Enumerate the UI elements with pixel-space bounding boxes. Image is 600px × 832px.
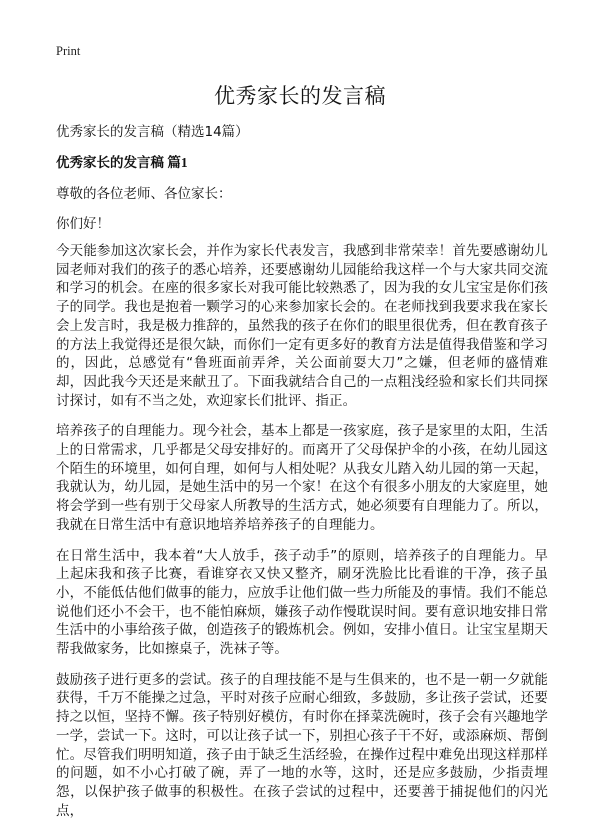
section-heading <box>56 151 188 171</box>
section-heading-text: 优秀家长的发言稿 <box>56 155 164 171</box>
paragraph-2: 培养孩子的自理能力。现今社会，基本上都是一孩家庭，孩子是家里的太阳，生活上的日常需求，几乎都是父母安排好的。而离开了父母保护伞的小孩，在幼儿园这个陌生的环境里，如何自理，如何与人相处呢？从我女儿踏入幼儿园的第一天起，我就认为，幼儿园，是她生活中的另一个家！在这个有很多小朋友的大家庭里，她将会学到一些有别于父母家人所教导的生活方式，她必须要有自理能力了。所以，我就在日常生活中有意识地培养培养孩子的自理能力。 <box>56 423 548 533</box>
greeting-line: 尊敬的各位老师、各位家长： <box>56 186 232 202</box>
page-title: 优秀家长的发言稿 <box>214 84 386 108</box>
paragraph-3: 在日常生活中，我本着“大人放手，孩子动手”的原则，培养孩子的自理能力。早上起床我和孩子比赛，看谁穿衣又快又整齐，刷牙洗脸比比看谁的干净，孩子虽小，不能低估他们做事的能力，应放手让他们做一些力所能及的事情。我们不能总说他们还小不会干，也不能怕麻烦，嫌孩子动作慢耽误时间。要有意识地安排日常生活中的小事给孩子做，创造孩子的锻炼机会。例如，安排小值日。让宝宝星期天帮我做家务，比如擦桌子，洗袜子等。 <box>56 547 548 658</box>
print-link[interactable]: Print <box>56 44 81 58</box>
section-heading-suffix: 篇1 <box>164 155 188 170</box>
hello-line: 你们好！ <box>56 216 110 232</box>
document-subtitle: 优秀家长的发言稿（精选14篇） <box>56 124 249 140</box>
paragraph-1: 今天能参加这次家长会，并作为家长代表发言，我感到非常荣幸！首先要感谢幼儿园老师对我们的孩子的悉心培养，还要感谢幼儿园能给我这样一个与大家共同交流和学习的机会。在座的很多家长对我可能比较熟悉了，因为我的女儿宝宝是你们孩子的同学。我也是抱着一颗学习的心来参加家长会的。在老师找到我要求我在家长会上发言时，我是极力推辞的，虽然我的孩子在你们的眼里很优秀，但在教育孩子的方法上我觉得还是很欠缺，而你们一定有更多好的教育方法是值得我借鉴和学习的，因此，总感觉有“鲁班面前弄斧，关公面前耍大刀”之嫌，但老师的盛情难却，因此我今天还是来献丑了。下面我就结合自己的一点粗浅经验和家长们共同探讨探讨，如有不当之处，欢迎家长们批评、指正。 <box>56 243 548 409</box>
article-body <box>56 242 548 832</box>
paragraph-4: 鼓励孩子进行更多的尝试。孩子的自理技能不是与生俱来的，也不是一朝一夕就能获得，千万不能操之过急，平时对孩子应耐心细致，多鼓励，多让孩子尝试，还要持之以恒，坚持不懈。孩子特别好模仿，有时你在择菜洗碗时，孩子会有兴趣地学一学，尝试一下。这时，可以让孩子试一下，别担心孩子干不好，或添麻烦、帮倒忙。尽管我们明明知道，孩子由于缺乏生活经验，在操作过程中难免出现这样那样的问题，如不小心打破了碗，弄了一地的水等，这时，还是应多鼓励，少指责埋怨，以保护孩子做事的积极性。在孩子尝试的过程中，还要善于捕捉他们的闪光点， <box>56 671 548 819</box>
